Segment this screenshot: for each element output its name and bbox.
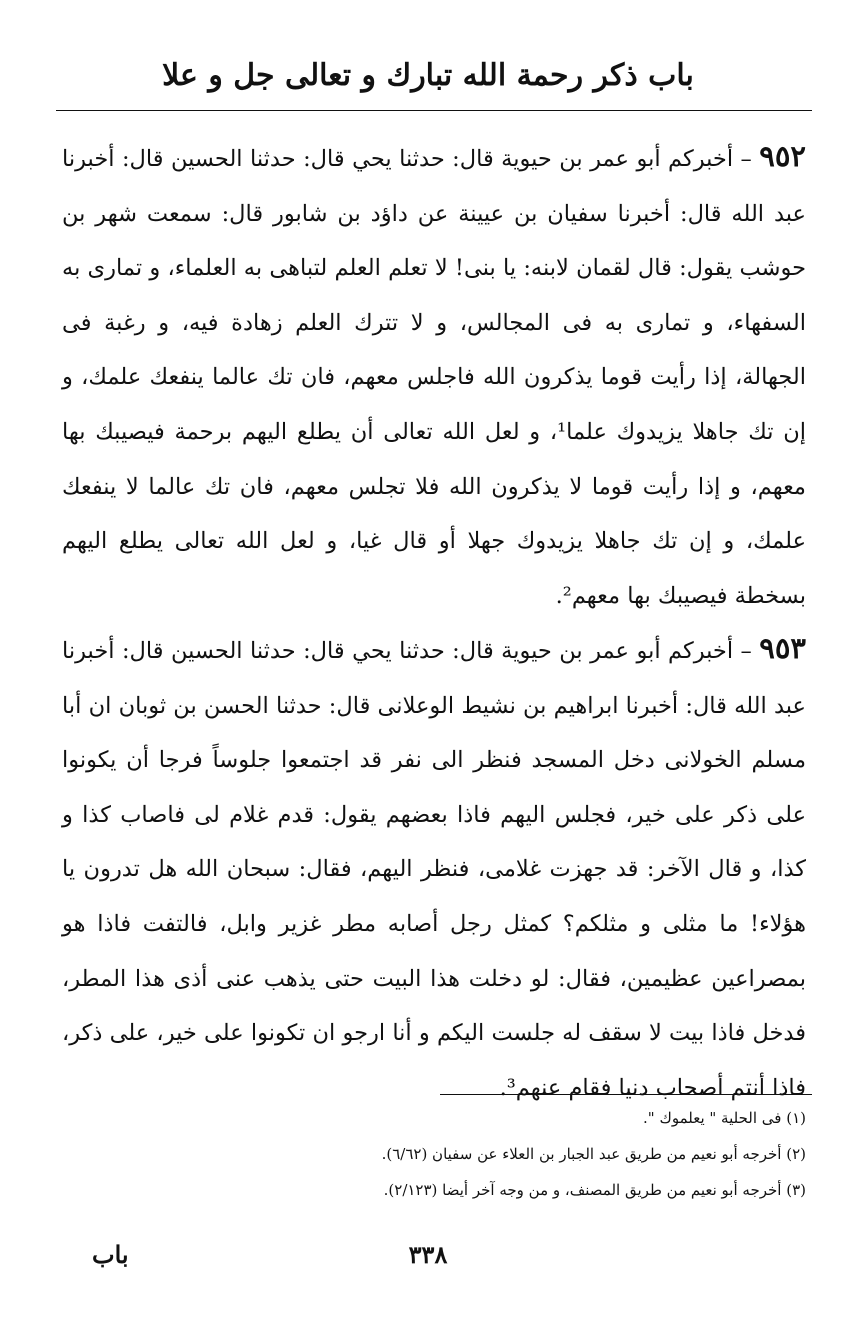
footnote-2: (٢) أخرجه أبو نعيم من طريق عبد الجبار بن العلاء عن سفيان (٦/٦٢). [381, 1145, 806, 1163]
footnotes [62, 1100, 806, 1208]
header-divider [56, 110, 812, 111]
footnote-divider [440, 1094, 812, 1095]
hadith-953 [62, 621, 806, 1115]
hadith-number: ٩٥٣ [759, 631, 807, 665]
footnote-1: (١) فى الحلية " يعلموك ". [643, 1109, 806, 1127]
footnote-3: (٣) أخرجه أبو نعيم من طريق المصنف، و من وجه آخر أيضا (٢/١٢٣). [383, 1181, 806, 1199]
catchword: باب [92, 1240, 129, 1269]
hadith-paragraph [62, 129, 806, 623]
chapter-title: باب ذكر رحمة الله تبارك و تعالى جل و علا [162, 58, 694, 93]
hadith-number: ٩٥٢ [759, 139, 807, 173]
hadith-text: – أخبركم أبو عمر بن حيوية قال: حدثنا يحي قال: حدثنا الحسين قال: أخبرنا عبد الله قال: أخبرنا ابراهيم بن نشيط الوعلانى قال: حدثنا الحسن بن ثوبان ان أبا مسلم الخولانى دخل المسجد فنظر الى نفر قد اجتمعوا جلوساً فرجا أن يكونوا على ذكر على خير، فجلس اليهم فاذا بعضهم يقول: قدم غلام لى فاصاب كذا و كذا، و قال الآخر: قد جهزت غلامى، فنظر اليهم، فقال: سبحان الله هل تدرون يا هؤلاء! ما مثلى و مثلكم؟ كمثل رجل أصابه مطر غزير وابل، فالتفت فاذا هو بمصراعين عظيمين، فقال: لو دخلت هذا البيت حتى يذهب عنى أذى هذا المطر، فدخل فاذا بيت لا سقف له جلست اليكم و أنا ارجو ان تكونوا على خير، على ذكر، فاذا أنتم أصحاب دنيا فقام عنهم³. [62, 638, 806, 1101]
page-number: ٣٣٨ [408, 1240, 448, 1269]
hadith-text: – أخبركم أبو عمر بن حيوية قال: حدثنا يحي قال: حدثنا الحسين قال: أخبرنا عبد الله قال: أخبرنا سفيان بن عيينة عن داؤد بن شابور قال: سمعت شهر بن حوشب يقول: قال لقمان لابنه: يا بنى! لا تعلم العلم لتباهى به العلماء، و تمارى به السفهاء، و تمارى به فى المجالس، و لا تترك العلم زهادة فيه، و رغبة فى الجهالة، إذا رأيت قوما يذكرون الله فاجلس معهم، فان تك عالما ينفعك علمك، و إن تك جاهلا يزيدوك علما¹، و لعل الله تعالى أن يطلع اليهم برحمة فيصيبك بها معهم، و إذا رأيت قوما لا يذكرون الله فلا تجلس معهم، فان تك عالما لا ينفعك علمك، و إن تك جاهلا يزيدوك جهلا أو قال غيا، و لعل الله تعالى يطلع اليهم بسخطة فيصيبك بها معهم². [62, 146, 806, 609]
hadith-paragraph [62, 621, 806, 1115]
hadith-952 [62, 129, 806, 623]
